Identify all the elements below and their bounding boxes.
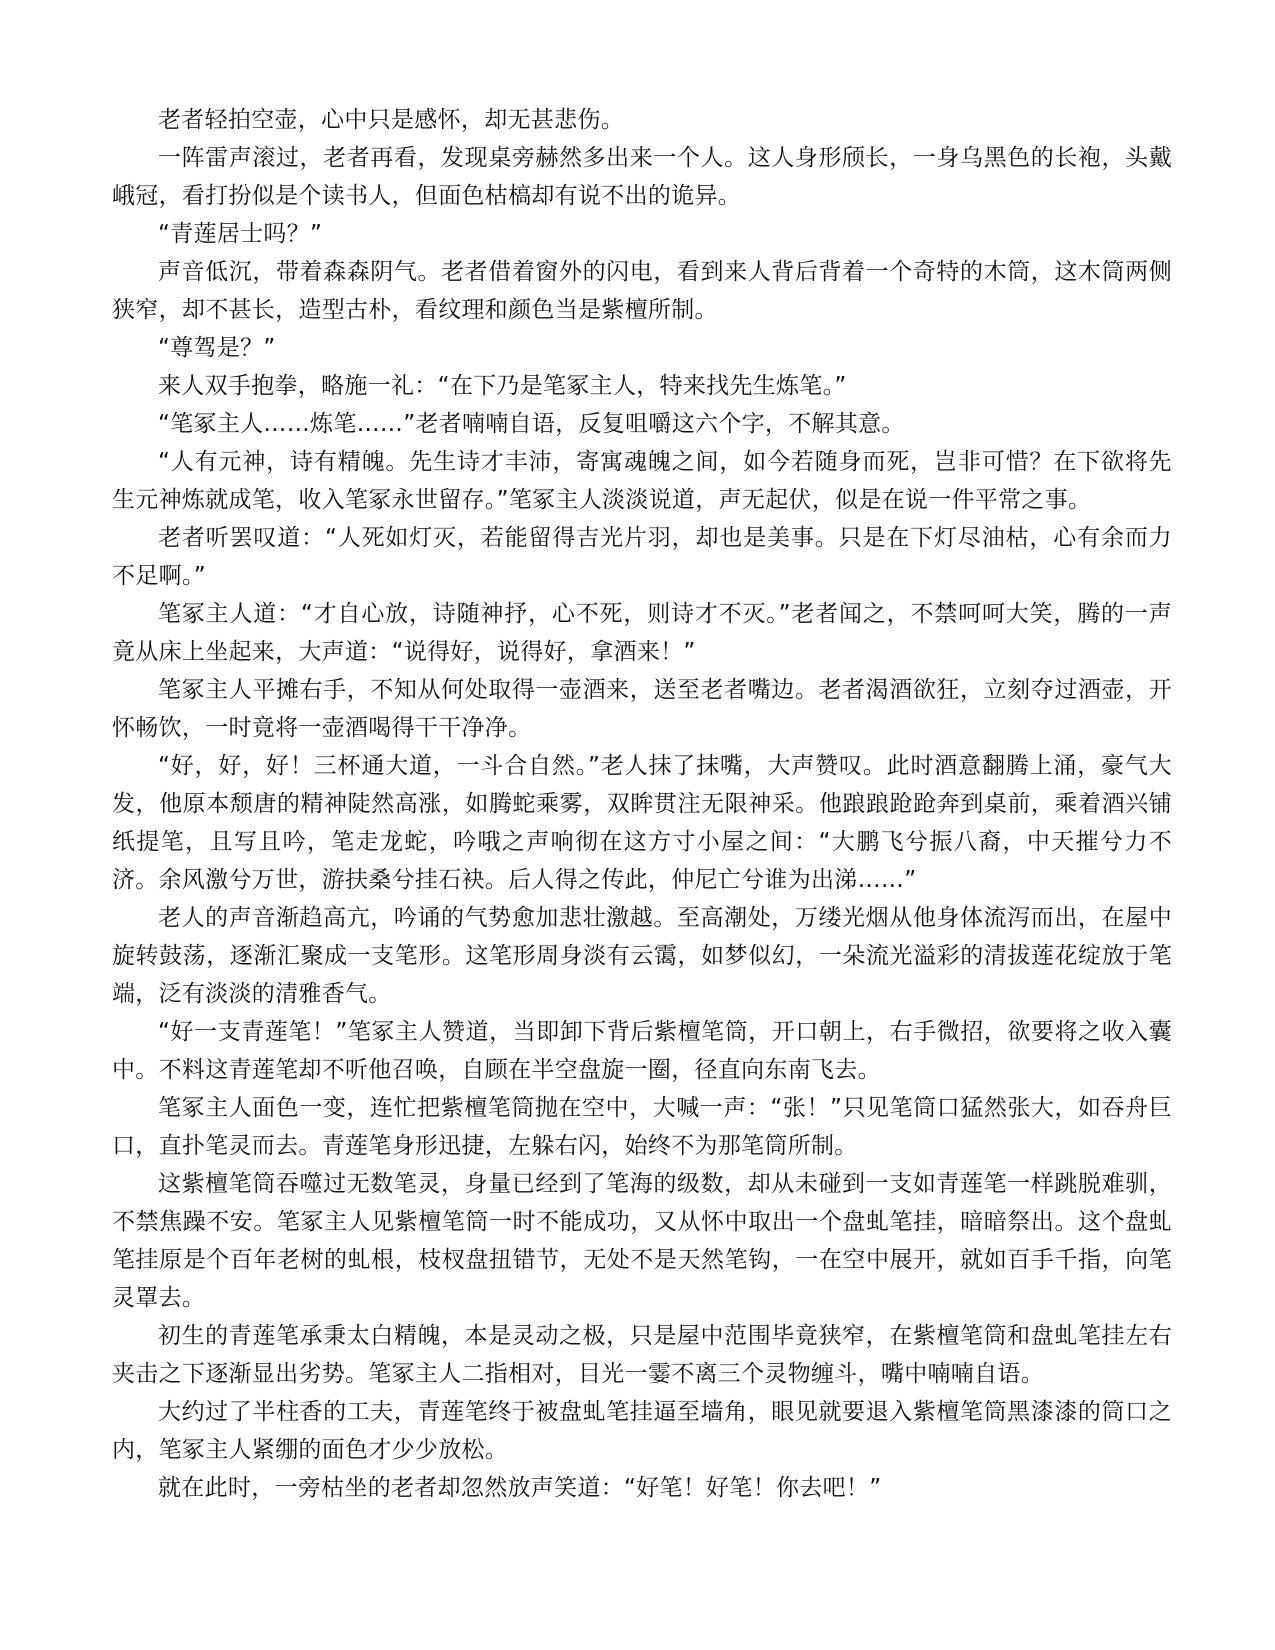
paragraph: 这紫檀笔筒吞噬过无数笔灵，身量已经到了笔海的级数，却从未碰到一支如青莲笔一样跳脱难驯，不禁焦躁不安。笔冢主人见紫檀笔筒一时不能成功，又从怀中取出一个盘虬笔挂，暗暗祭出。这个盘虬笔挂原是个百年老树的虬根，枝杈盘扭错节，无处不是天然笔钩，一在空中展开，就如百手千指，向笔灵罩去。	[112, 1171, 1172, 1311]
paragraph: “人有元神，诗有精魄。先生诗才丰沛，寄寓魂魄之间，如今若随身而死，岂非可惜？在下欲将先生元神炼就成笔，收入笔冢永世留存。”笔冢主人淡淡说道，声无起伏，似是在说一件平常之事。	[112, 449, 1172, 513]
paragraph: 老者听罢叹道：“人死如灯灭，若能留得吉光片羽，却也是美事。只是在下灯尽油枯，心有余而力不足啊。”	[112, 525, 1172, 589]
paragraph: 笔冢主人道：“才自心放，诗随神抒，心不死，则诗才不灭。”老者闻之，不禁呵呵大笑，腾的一声竟从床上坐起来，大声道：“说得好，说得好，拿酒来！”	[112, 601, 1172, 665]
paragraph: 笔冢主人面色一变，连忙把紫檀笔筒抛在空中，大喊一声：“张！”只见笔筒口猛然张大，如吞舟巨口，直扑笔灵而去。青莲笔身形迅捷，左躲右闪，始终不为那笔筒所制。	[112, 1095, 1172, 1159]
paragraph: 大约过了半柱香的工夫，青莲笔终于被盘虬笔挂逼至墙角，眼见就要退入紫檀笔筒黑漆漆的筒口之内，笔冢主人紧绷的面色才少少放松。	[112, 1399, 1172, 1463]
paragraph: “青莲居士吗？”	[158, 221, 323, 247]
paragraph: “笔冢主人……炼笔……”老者喃喃自语，反复咀嚼这六个字，不解其意。	[158, 411, 905, 437]
paragraph: “好，好，好！三杯通大道，一斗合自然。”老人抹了抹嘴，大声赞叹。此时酒意翻腾上涌，豪气大发，他原本颓唐的精神陡然高涨，如腾蛇乘雾，双眸贯注无限神采。他踉踉跄跄奔到桌前，乘着酒兴铺纸提笔，且写且吟，笔走龙蛇，吟哦之声响彻在这方寸小屋之间：“大鹏飞兮振八裔，中天摧兮力不济。余风激兮万世，游扶桑兮挂石袂。后人得之传此，仲尼亡兮谁为出涕……”	[112, 753, 1172, 893]
paragraph: 老人的声音渐趋高亢，吟诵的气势愈加悲壮激越。至高潮处，万缕光烟从他身体流泻而出，在屋中旋转鼓荡，逐渐汇聚成一支笔形。这笔形周身淡有云霭，如梦似幻，一朵流光溢彩的清拔莲花绽放于笔端，泛有淡淡的清雅香气。	[112, 905, 1172, 1007]
paragraph: 一阵雷声滚过，老者再看，发现桌旁赫然多出来一个人。这人身形颀长，一身乌黑色的长袍，头戴峨冠，看打扮似是个读书人，但面色枯槁却有说不出的诡异。	[112, 145, 1172, 209]
paragraph: 老者轻拍空壶，心中只是感怀，却无甚悲伤。	[158, 107, 624, 133]
paragraph: “尊驾是？”	[158, 335, 276, 361]
paragraph: 声音低沉，带着森森阴气。老者借着窗外的闪电，看到来人背后背着一个奇特的木筒，这木筒两侧狭窄，却不甚长，造型古朴，看纹理和颜色当是紫檀所制。	[112, 259, 1172, 323]
paragraph: 初生的青莲笔承秉太白精魄，本是灵动之极，只是屋中范围毕竟狭窄，在紫檀笔筒和盘虬笔挂左右夹击之下逐渐显出劣势。笔冢主人二指相对，目光一霎不离三个灵物缠斗，嘴中喃喃自语。	[112, 1323, 1172, 1387]
paragraph: 就在此时，一旁枯坐的老者却忽然放声笑道：“好笔！好笔！你去吧！”	[158, 1475, 882, 1501]
paragraph: 笔冢主人平摊右手，不知从何处取得一壶酒来，送至老者嘴边。老者渴酒欲狂，立刻夺过酒壶，开怀畅饮，一时竟将一壶酒喝得干干净净。	[112, 677, 1172, 741]
document-body	[112, 101, 1172, 1507]
paragraph: “好一支青莲笔！”笔冢主人赞道，当即卸下背后紫檀笔筒，开口朝上，右手微招，欲要将之收入囊中。不料这青莲笔却不听他召唤，自顾在半空盘旋一圈，径直向东南飞去。	[112, 1019, 1172, 1083]
paragraph: 来人双手抱拳，略施一礼：“在下乃是笔冢主人，特来找先生炼笔。”	[158, 373, 847, 399]
